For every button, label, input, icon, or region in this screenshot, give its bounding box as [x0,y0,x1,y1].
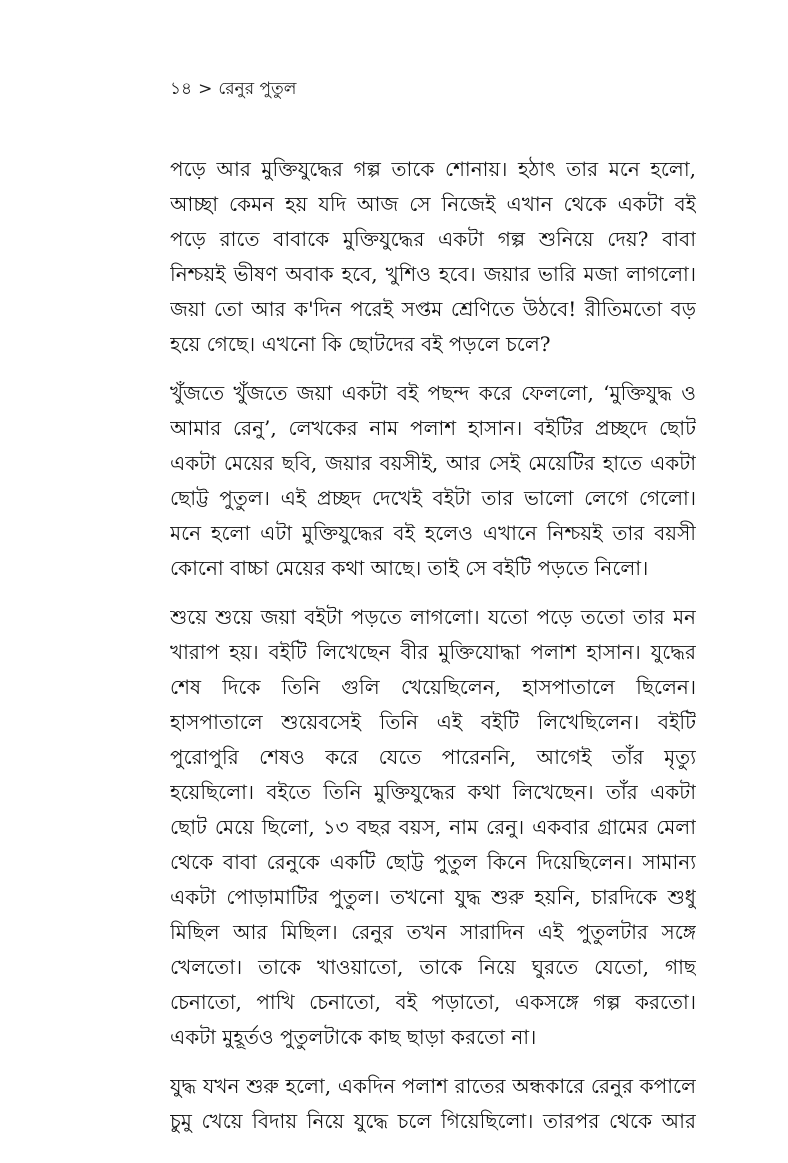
paragraph-1 [170,152,696,362]
text-line: শুয়ে শুয়ে জয়া বইটা পড়তে লাগলো। যতো পড়ে ততো তার মন [170,605,696,629]
text-line: ছোট মেয়ে ছিলো, ১৩ বছর বয়স, নাম রেনু। একবার গ্রামের মেলা [170,815,696,839]
book-title: রেনুর পুতুল [218,79,297,99]
running-header [170,78,696,100]
header-separator: > [198,79,213,99]
text-line: নিশ্চয়ই ভীষণ অবাক হবে, খুশিও হবে। জয়ার ভারি মজা লাগলো। [170,262,696,286]
text-line: কোনো বাচ্চা মেয়ের কথা আছে। তাই সে বইটি পড়তে নিলো। [170,556,649,580]
text-line: একটা পোড়ামাটির পুতুল। তখনো যুদ্ধ শুরু হয়নি, চারদিকে শুধু [170,885,696,909]
text-line: হয়েছিলো। বইতে তিনি মুক্তিযুদ্ধের কথা লিখেছেন। তাঁর একটা [170,780,696,804]
text-line: আমার রেনু’, লেখকের নাম পলাশ হাসান। বইটির প্রচ্ছদে ছোট [170,416,696,440]
page-number: ১৪ [170,79,193,99]
text-line: খারাপ হয়। বইটি লিখেছেন বীর মুক্তিযোদ্ধা পলাশ হাসান। যুদ্ধের [170,640,696,664]
paragraph-4 [170,1069,696,1139]
text-line: পড়ে রাতে বাবাকে মুক্তিযুদ্ধের একটা গল্প শুনিয়ে দেয়? বাবা [170,227,696,251]
text-line: পুরোপুরি শেষও করে যেতে পারেননি, আগেই তাঁর মৃত্যু [170,745,696,769]
text-line: চেনাতো, পাখি চেনাতো, বই পড়াতো, একসঙ্গে গল্প করতো। [170,990,696,1014]
paragraph-2 [170,376,696,586]
text-line: যুদ্ধ যখন শুরু হলো, একদিন পলাশ রাতের অন্ধকারে রেনুর কপালে [170,1074,696,1098]
text-line: হাসপাতালে শুয়েবসেই তিনি এই বইটি লিখেছিলেন। বইটি [170,710,696,734]
text-line: শেষ দিকে তিনি গুলি খেয়েছিলেন, হাসপাতালে ছিলেন। [170,675,696,699]
text-line: থেকে বাবা রেনুকে একটি ছোট্ট পুতুল কিনে দিয়েছিলেন। সামান্য [170,850,696,874]
text-line: আচ্ছা কেমন হয় যদি আজ সে নিজেই এখান থেকে একটা বই [170,192,696,216]
text-line: একটা মুহূর্তও পুতুলটাকে কাছ ছাড়া করতো না। [170,1025,537,1049]
paragraph-3 [170,600,696,1055]
text-line: পড়ে আর মুক্তিযুদ্ধের গল্প তাকে শোনায়। হঠাৎ তার মনে হলো, [170,157,696,181]
text-line: খেলতো। তাকে খাওয়াতো, তাকে নিয়ে ঘুরতে যেতো, গাছ [170,955,696,979]
text-line: মনে হলো এটা মুক্তিযুদ্ধের বই হলেও এখানে নিশ্চয়ই তার বয়সী [170,521,696,545]
text-line: মিছিল আর মিছিল। রেনুর তখন সারাদিন এই পুতুলটার সঙ্গে [170,920,696,944]
text-line: হয়ে গেছে। এখনো কি ছোটদের বই পড়লে চলে? [170,332,551,356]
text-line: খুঁজতে খুঁজতে জয়া একটা বই পছন্দ করে ফেললো, ‘মুক্তিযুদ্ধ ও [170,381,696,405]
text-line: ছোট্ট পুতুল। এই প্রচ্ছদ দেখেই বইটা তার ভালো লেগে গেলো। [170,486,696,510]
text-line: চুমু খেয়ে বিদায় নিয়ে যুদ্ধে চলে গিয়েছিলো। তারপর থেকে আর [170,1109,696,1133]
text-line: একটা মেয়ের ছবি, জয়ার বয়সীই, আর সেই মেয়েটির হাতে একটা [170,451,696,475]
text-line: জয়া তো আর ক'দিন পরেই সপ্তম শ্রেণিতে উঠবে! রীতিমতো বড় [170,297,696,321]
